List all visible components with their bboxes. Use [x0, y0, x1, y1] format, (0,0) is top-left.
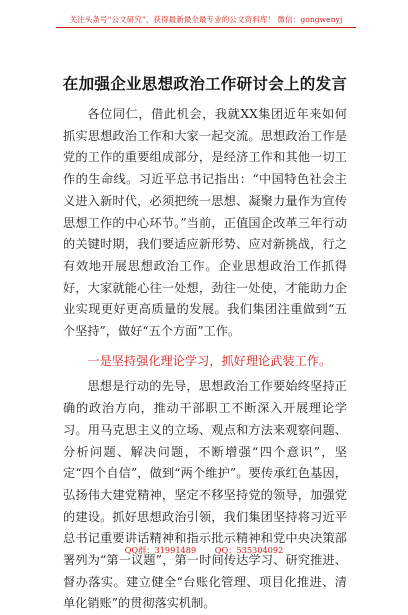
document-body	[63, 104, 347, 615]
header-divider	[56, 27, 356, 28]
footer-qq-group: QQ群：31991489	[124, 545, 197, 555]
footer-qq: QQ：535304092	[214, 545, 284, 555]
intro-paragraph: 各位同仁，借此机会，我就XX集团近年来如何抓实思想政治工作和大家一起交流。思想政治工作是党的工作的重要组成部分，是经济工作和其他一切工作的生命线。习近平总书记指出：“中国特色社会主义进入新时代，必须把统一思想、凝聚力量作为宣传思想工作的中心环节。”当前，正值国企改革三年行动的关键时期，我们要适应新形势、应对新挑战，行之有效地开展思想政治工作。企业思想政治工作抓得好，大家就能心往一处想，劲往一处使，才能助力企业实现更好更高质量的发展。我们集团注重做到“五个坚持”，做好“五个方面”工作。	[63, 107, 347, 339]
section-heading: 一是坚持强化理论学习，抓好理论武装工作。	[87, 353, 332, 368]
section-paragraph: 思想是行动的先导，思想政治工作要始终坚持正确的政治方向，推动干部职工不断深入开展理论学习。用马克思主义的立场、观点和方法来观察问题、分析问题、解决问题，不断增强“四个意识”，坚定“四个自信”，做到“两个维护”。要传承红色基因，弘扬伟大建党精神，坚定不移坚持党的领导，加强党的建设。抓好思想政治引领，我们集团坚持将习近平总书记重要讲话精神和指示批示精神和党中央决策部署列为“第一议题”，第一时间传达学习、研究推进、督办落实。建立健全“台账化管理、项目化推进、清单化销账”的贯彻落实机制。	[63, 379, 347, 611]
page-header-banner: 关注头条号“公文研究”，获得最新最全最专业的公文资料库！ 微信：gongwenyj	[69, 15, 343, 24]
document-title: 在加强企业思想政治工作研讨会上的发言	[62, 74, 348, 93]
page-footer	[0, 545, 408, 556]
